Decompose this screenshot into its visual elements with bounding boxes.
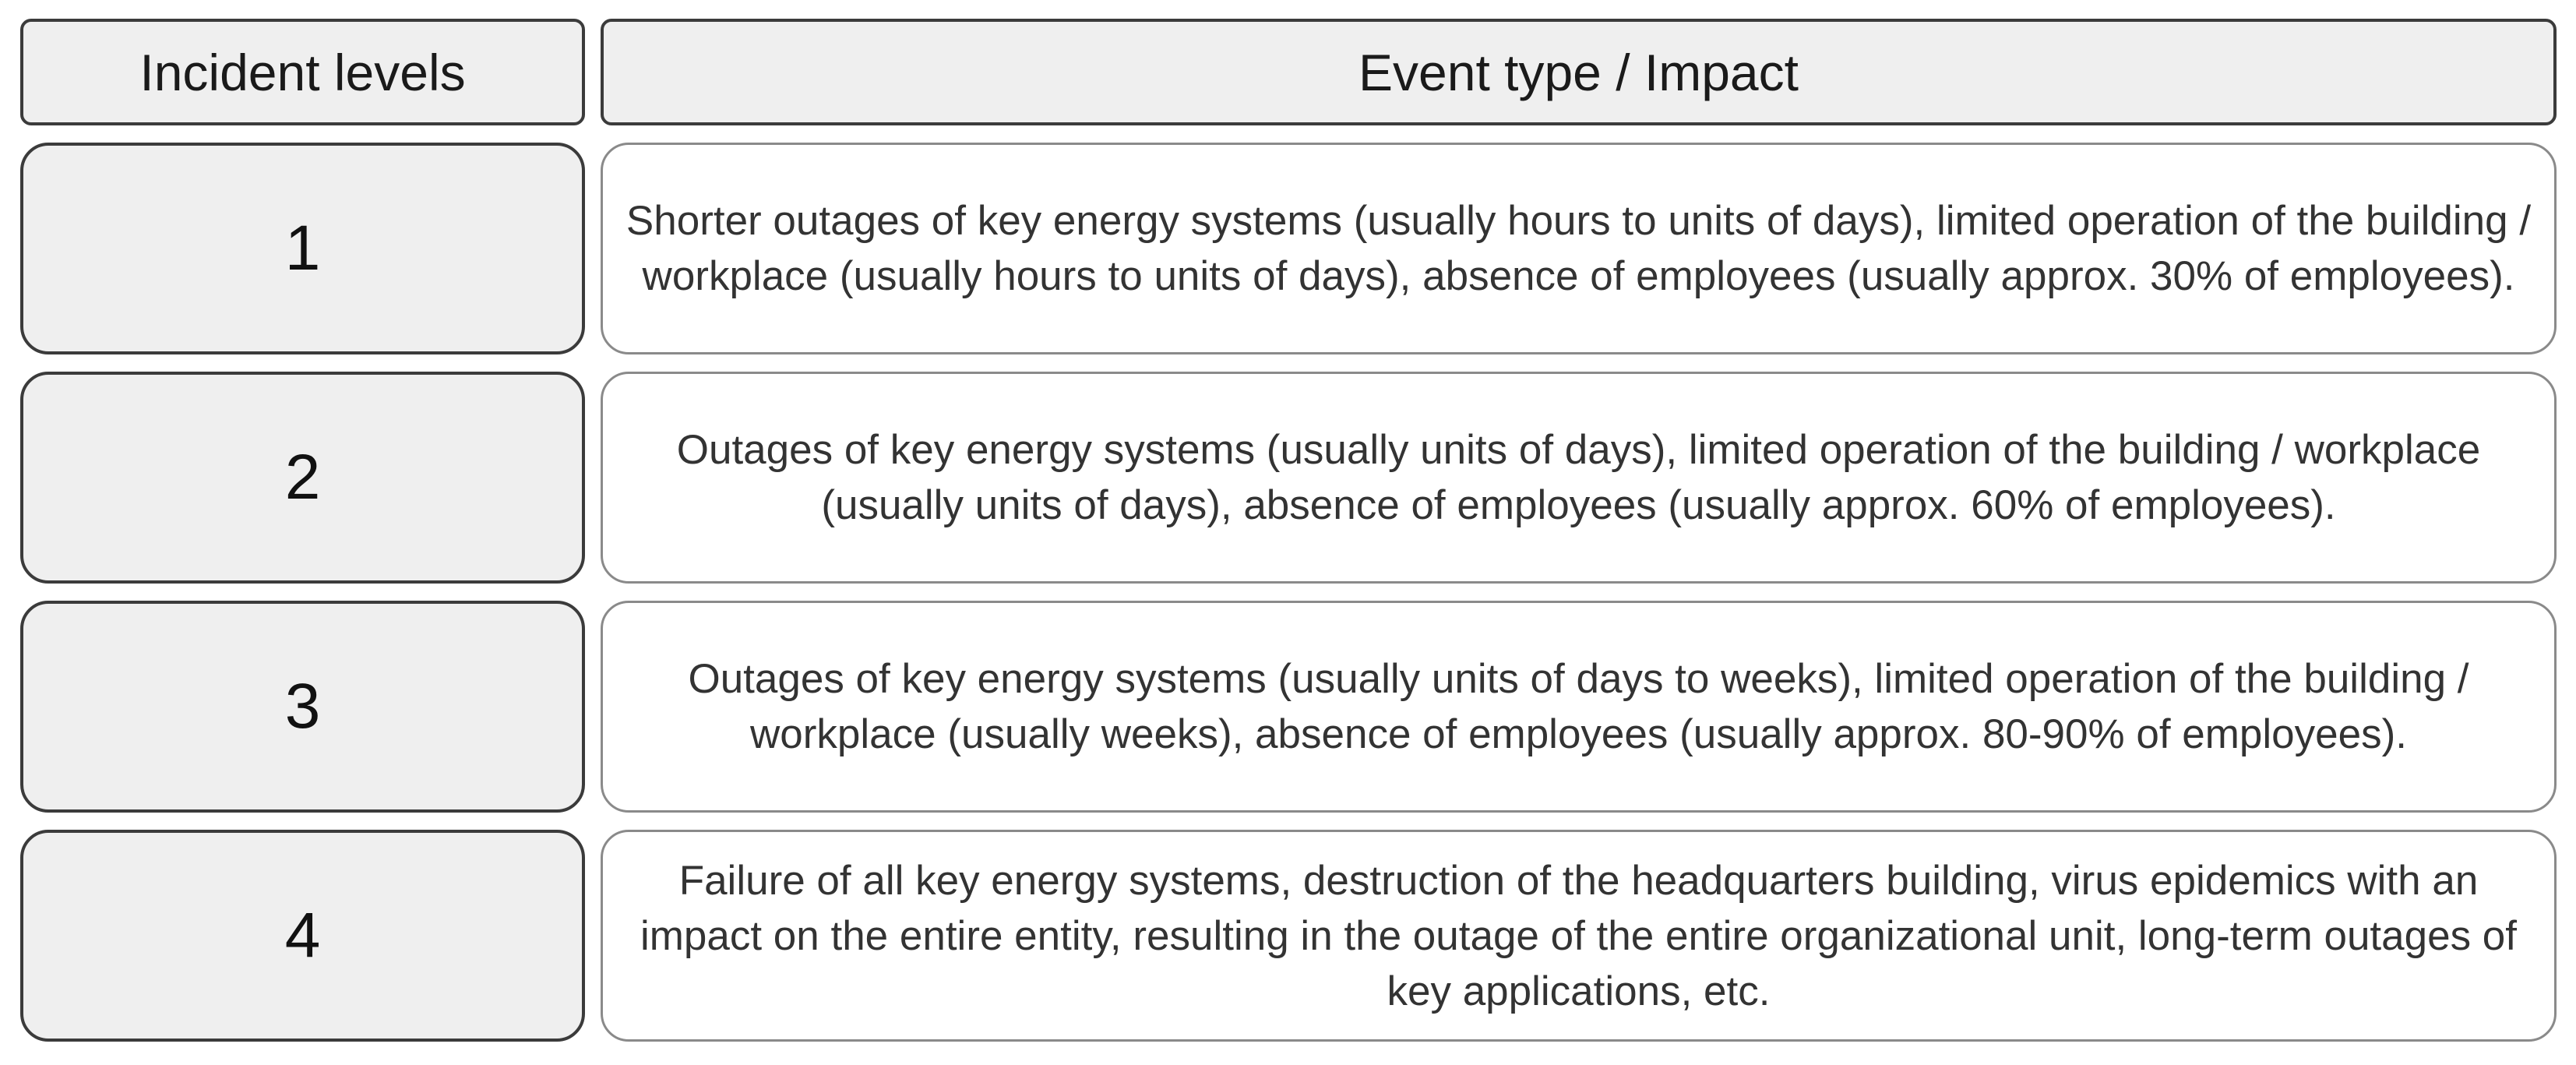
impact-text: Outages of key energy systems (usually units of days), limited operation of the building / workplace (usually units of days), absence of employees (usually approx. 60% of employees). xyxy=(676,427,2481,528)
header-incident-levels xyxy=(20,19,585,125)
impact-text: Outages of key energy systems (usually units of days to weeks), limited operation of the building / workplace (usually weeks), absence of employees (usually approx. 80-90% of employees). xyxy=(688,656,2469,757)
header-event-type-impact xyxy=(601,19,2557,125)
level-number: 4 xyxy=(284,900,321,971)
impact-text: Shorter outages of key energy systems (usually hours to units of days), limited operation of the building / workplace (usually hours to units of days), absence of employees (usually approx. 30% of employees). xyxy=(625,198,2532,299)
level-cell-2 xyxy=(20,372,585,584)
level-cell-3 xyxy=(20,601,585,813)
level-number: 1 xyxy=(284,213,321,284)
level-number: 2 xyxy=(284,442,321,513)
level-number: 3 xyxy=(284,671,321,742)
impact-cell-4 xyxy=(601,830,2557,1042)
level-cell-4 xyxy=(20,830,585,1042)
impact-cell-2 xyxy=(601,372,2557,584)
impact-cell-3 xyxy=(601,601,2557,813)
impact-cell-1 xyxy=(601,143,2557,354)
header-incident-levels-label: Incident levels xyxy=(139,43,466,101)
header-event-type-impact-label: Event type / Impact xyxy=(1358,43,1799,101)
level-cell-1 xyxy=(20,143,585,354)
impact-text: Failure of all key energy systems, destruction of the headquarters building, virus epidemics with an impact on the entire entity, resulting in the outage of the entire organizational unit, long-term outages of key applications, etc. xyxy=(640,857,2518,1014)
